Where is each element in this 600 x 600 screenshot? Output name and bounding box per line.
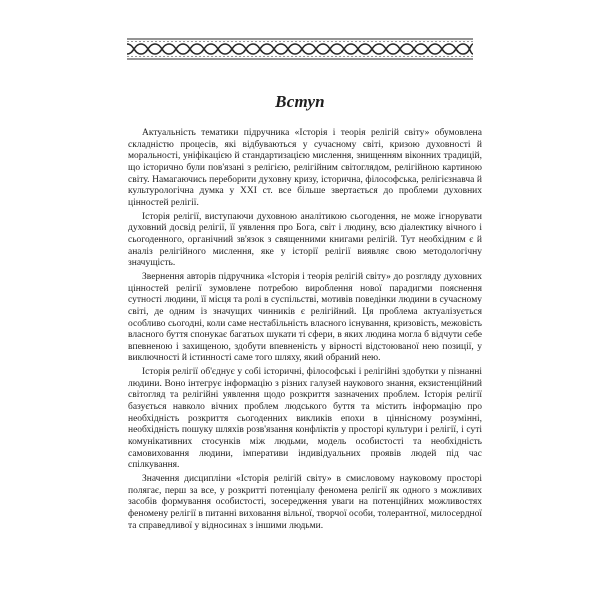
braid-border-icon [127, 39, 473, 59]
section-title: Вступ [275, 92, 325, 111]
decorative-border-ornament [127, 38, 473, 60]
paragraph-5: Значення дисципліни «Історія релігій світу» в смисловому науковому просторі полягає, перш за все, у розкритті потенціалу феномена релігії як одного з можливих засобів формування особистості, зосередження уваги на потенційних можливостях феномену релігії в питанні виховання вільної, творчої особи, толерантної, милосердної та справедливої у відносинах з іншими людьми. [128, 474, 483, 531]
paragraph-4: Історія релігії об'єднує у собі історичні, філософські і релігійні здобутки у пізнанні людини. Воно інтегрує інформацію з різних галузей наукового знання, екзистенційний світогляд та релігійні уявлення щодо розкриття зазначених проблем. Історія релігії базується навколо вічних проблем людського буття та містить інформацію про необхідність розкриття сьогоденних викликів епохи в ціннісному розумінні, необхідність пошуку шляхів розв'язання конфліктів у просторі культури і релігії, і суті комунікативних стосунків між людьми, модель особистості та необхідність самовиховання людини, імперативи індивідуальних проявів людей під час спілкування. [128, 367, 482, 471]
paragraph-1: Актуальність тематики підручника «Історія і теорія релігій світу» обумовлена складністю процесів, які відбуваються у сучасному світі, кризою духовності й моральності, уніфікацією й стандартизацією мислення, знищенням віконних традицій, що історично були пов'язані з релігією, релігійним світоглядом, релігійною картиною світу. Намагаючись переборити духовну кризу, історична, філософська, релігієзнавча й культурологічна думка у ХХІ ст. все більше звертається до проблеми духовних цінностей релігії. [128, 128, 482, 208]
paragraph-2: Історія релігії, виступаючи духовною аналітикою сьогодення, не може ігнорувати духовний досвід релігії, її уявлення про Бога, світ і людину, всю діалектику вічного і сьогоденного, органічний зв'язок з священними книгами релігій. Тут необхідним є й аналіз релігійного мислення, яке у історії релігії виявляє свою методологічну значущість. [128, 211, 482, 269]
paragraph-3: Звернення авторів підручника «Історія і теорія релігій світу» до розгляду духовних цінностей релігії зумовлене потребою вироблення нової парадигми пояснення сутності людини, її місця та ролі в суспільстві, мотивів поведінки людини в сучасному світі, де одним із значущих чинників є релігійний. Ця проблема актуалізується особливо сьогодні, коли саме нестабільність власного існування, кризовість, межовість власного буття спонукає багатьох шукати ті сфери, в яких людина могла б відчути себе впевненою і захищеною, здобути впевненість у вірності відстоюваної нею позиції, у виключності й істинності саме того шляху, який обраний нею. [128, 271, 482, 364]
body-text [128, 128, 482, 534]
